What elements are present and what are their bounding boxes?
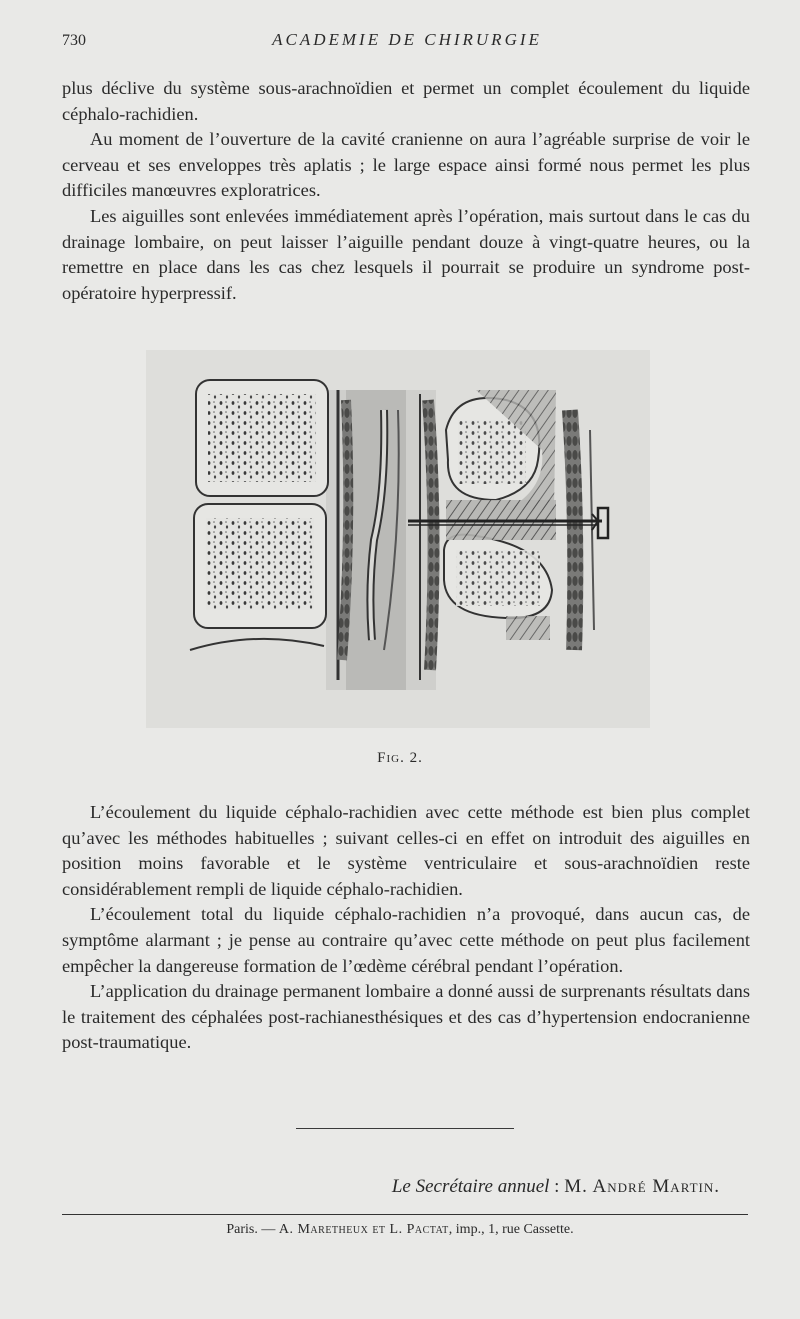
paragraph: Au moment de l’ouverture de la cavité cranienne on aura l’agréable surprise de voir le cerveau et ses enveloppes très aplatis ; le large espace ainsi formé nous permet les plus difficiles manœuvres exploratrices.	[62, 129, 750, 201]
imprint-printers: A. Maretheux et L. Pactat	[278, 1222, 449, 1237]
signature-separator: :	[549, 1176, 565, 1197]
signature-line	[62, 1176, 720, 1198]
spine-drawing	[146, 350, 650, 728]
text-block-top	[62, 76, 750, 306]
section-divider	[296, 1128, 514, 1129]
page-number: 730	[62, 32, 86, 49]
paragraph: L’écoulement du liquide céphalo-rachidien avec cette méthode est bien plus complet qu’avec les méthodes habituelles ; suivant celles-ci en effet on introduit des aiguilles en position moins favorable et le système ventriculaire et sous-arachnoïdien reste considérablement rempli de liquide céphalo-rachidien.	[62, 802, 750, 899]
running-head: ACADEMIE DE CHIRURGIE	[272, 30, 542, 49]
paragraph: plus déclive du système sous-arachnoïdien et permet un complet écoulement du liquide céphalo-rachidien.	[62, 78, 750, 124]
imprint-address: , imp., 1, rue Cassette.	[448, 1222, 574, 1237]
signature-name: M. André Martin.	[564, 1176, 720, 1197]
printer-imprint	[0, 1222, 800, 1238]
footer-divider	[62, 1214, 748, 1215]
paragraph: L’écoulement total du liquide céphalo-rachidien n’a provoqué, dans aucun cas, de symptôme alarmant ; je pense au contraire qu’avec cette méthode on peut plus facilement empêcher la dangereuse formation de l’œdème cérébral pendant l’opération.	[62, 904, 750, 976]
signature-role: Le Secrétaire annuel	[391, 1176, 550, 1197]
spine-illustration	[146, 350, 650, 728]
paragraph: Les aiguilles sont enlevées immédiatement après l’opération, mais surtout dans le cas du drainage lombaire, on peut laisser l’aiguille pendant douze à vingt-quatre heures, ou la remettre en place dans les cas chez lesquels il pourrait se produire un syndrome post-opératoire hyperpressif.	[62, 205, 750, 303]
imprint-city: Paris. —	[226, 1222, 279, 1237]
figure-caption: Fig. 2.	[377, 750, 423, 766]
text-block-bottom	[62, 800, 750, 1056]
page-header	[62, 30, 752, 54]
paragraph: L’application du drainage permanent lombaire a donné aussi de surprenants résultats dans le traitement des céphalées post-rachianesthésiques et des cas d’hypertension endocranienne post-traumatique.	[62, 981, 750, 1053]
